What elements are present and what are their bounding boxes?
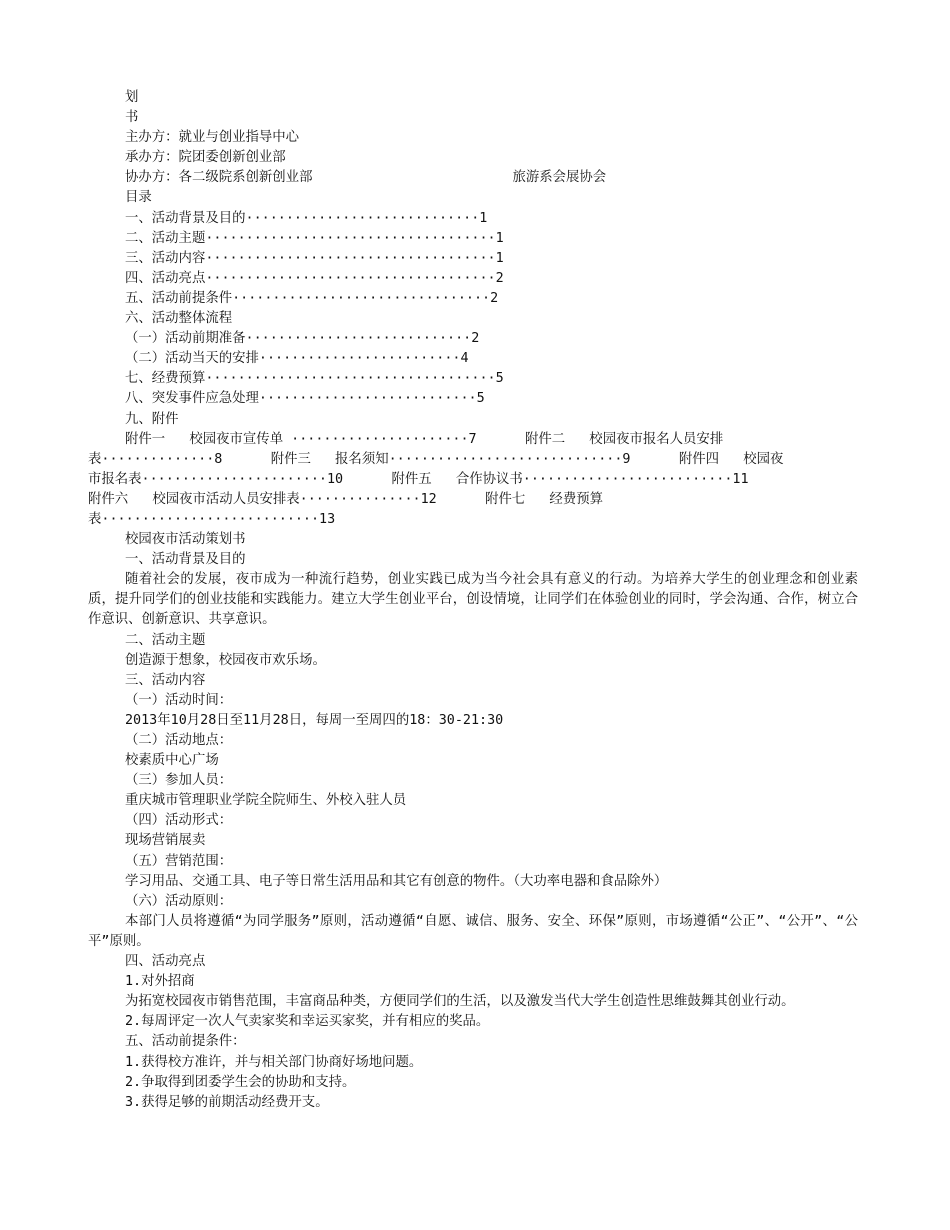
toc-item[interactable]: 六、活动整体流程 xyxy=(125,311,233,327)
toc-appendix-line[interactable]: 市报名表·······················10 附件五 合作协议书··························11 xyxy=(88,471,749,487)
undertaker-line: 承办方：院团委创新创业部 xyxy=(125,150,286,166)
toc-appendix-line[interactable]: 附件一 校园夜市宣传单 ······················7 附件二 校园夜市报名人员安排 xyxy=(125,431,724,447)
item-value: 现场营销展卖 xyxy=(125,833,206,849)
item-label: （三）参加人员： xyxy=(125,773,233,789)
section-heading: 二、活动主题 xyxy=(125,632,206,648)
toc-appendix-line[interactable]: 表···························13 xyxy=(88,511,336,527)
section-paragraph: 创造源于想象，校园夜市欢乐场。 xyxy=(125,652,326,668)
item-label: （一）活动时间： xyxy=(125,692,233,708)
item-value: 本部门人员将遵循“为同学服务”原则，活动遵循“自愿、诚信、服务、安全、环保”原则，市场遵循“公正”、“公开”、“公平”原则。 xyxy=(88,913,858,949)
item-value: 2013年10月28日至11月28日，每周一至周四的18：30-21:30 xyxy=(125,712,504,728)
co-organizer-text: 协办方：各二级院系创新创业部 xyxy=(125,170,313,186)
toc-item[interactable]: （一）活动前期准备····························2 xyxy=(125,331,480,347)
document-page xyxy=(88,88,858,1113)
section-paragraph: 随着社会的发展，夜市成为一种流行趋势，创业实践已成为当今社会具有意义的行动。为培养大学生的创业理念和创业素质，提升同学们的创业技能和实践能力。建立大学生创业平台，创设情境，让同学们在体验创业的同时，学会沟通、合作，树立合作意识、创新意识、共享意识。 xyxy=(88,572,858,628)
list-item: 3.获得足够的前期活动经费开支。 xyxy=(125,1094,329,1110)
list-item: 1.获得校方准许，并与相关部门协商好场地问题。 xyxy=(125,1054,423,1070)
organizer-line: 主办方：就业与创业指导中心 xyxy=(125,130,300,146)
toc-item[interactable]: （二）活动当天的安排·························4 xyxy=(125,351,469,367)
toc-item[interactable]: 八、突发事件应急处理···························5 xyxy=(125,391,485,407)
toc-heading: 目录 xyxy=(125,190,152,206)
section-heading: 一、活动背景及目的 xyxy=(125,552,246,568)
co-organizer-line xyxy=(88,168,858,188)
section-heading: 四、活动亮点 xyxy=(125,954,206,970)
title-char-1: 划 xyxy=(125,90,139,105)
item-value: 重庆城市管理职业学院全院师生、外校入驻人员 xyxy=(125,793,407,809)
toc-item[interactable]: 四、活动亮点····································2 xyxy=(125,270,504,286)
section-heading: 三、活动内容 xyxy=(125,672,206,688)
toc-item[interactable]: 二、活动主题····································1 xyxy=(125,230,504,246)
item-label: （四）活动形式： xyxy=(125,813,233,829)
item-value: 学习用品、交通工具、电子等日常生活用品和其它有创意的物件。（大功率电器和食品除外） xyxy=(125,873,668,889)
toc-item[interactable]: 五、活动前提条件································2 xyxy=(125,290,499,306)
toc-appendix-line[interactable]: 表··············8 附件三 报名须知·····························9 附件四 校园夜 xyxy=(88,451,784,467)
toc-appendix-line[interactable]: 附件六 校园夜市活动人员安排表···············12 附件七 经费预算 xyxy=(88,491,603,507)
item-value: 校素质中心广场 xyxy=(125,753,219,769)
document-title: 校园夜市活动策划书 xyxy=(125,532,246,548)
section-paragraph: 为拓宽校园夜市销售范围，丰富商品种类，方便同学们的生活，以及激发当代大学生创造性思维鼓舞其创业行动。 xyxy=(125,994,795,1010)
toc-item[interactable]: 三、活动内容····································1 xyxy=(125,250,504,266)
item-label: （二）活动地点： xyxy=(125,733,233,748)
section-paragraph: 2.每周评定一次人气卖家奖和幸运买家奖，并有相应的奖品。 xyxy=(125,1014,490,1030)
list-item: 2.争取得到团委学生会的协助和支持。 xyxy=(125,1074,356,1090)
item-label: （五）营销范围： xyxy=(125,853,233,869)
title-char-2: 书 xyxy=(125,110,139,126)
item-label: （六）活动原则： xyxy=(125,893,233,909)
co-organizer-text-2: 旅游系会展协会 xyxy=(512,170,607,186)
section-heading: 五、活动前提条件： xyxy=(125,1034,246,1050)
item-label: 1.对外招商 xyxy=(125,974,195,990)
toc-item[interactable]: 一、活动背景及目的·····························1 xyxy=(125,210,488,226)
toc-item[interactable]: 七、经费预算····································5 xyxy=(125,371,504,387)
toc-item[interactable]: 九、附件 xyxy=(125,411,179,427)
